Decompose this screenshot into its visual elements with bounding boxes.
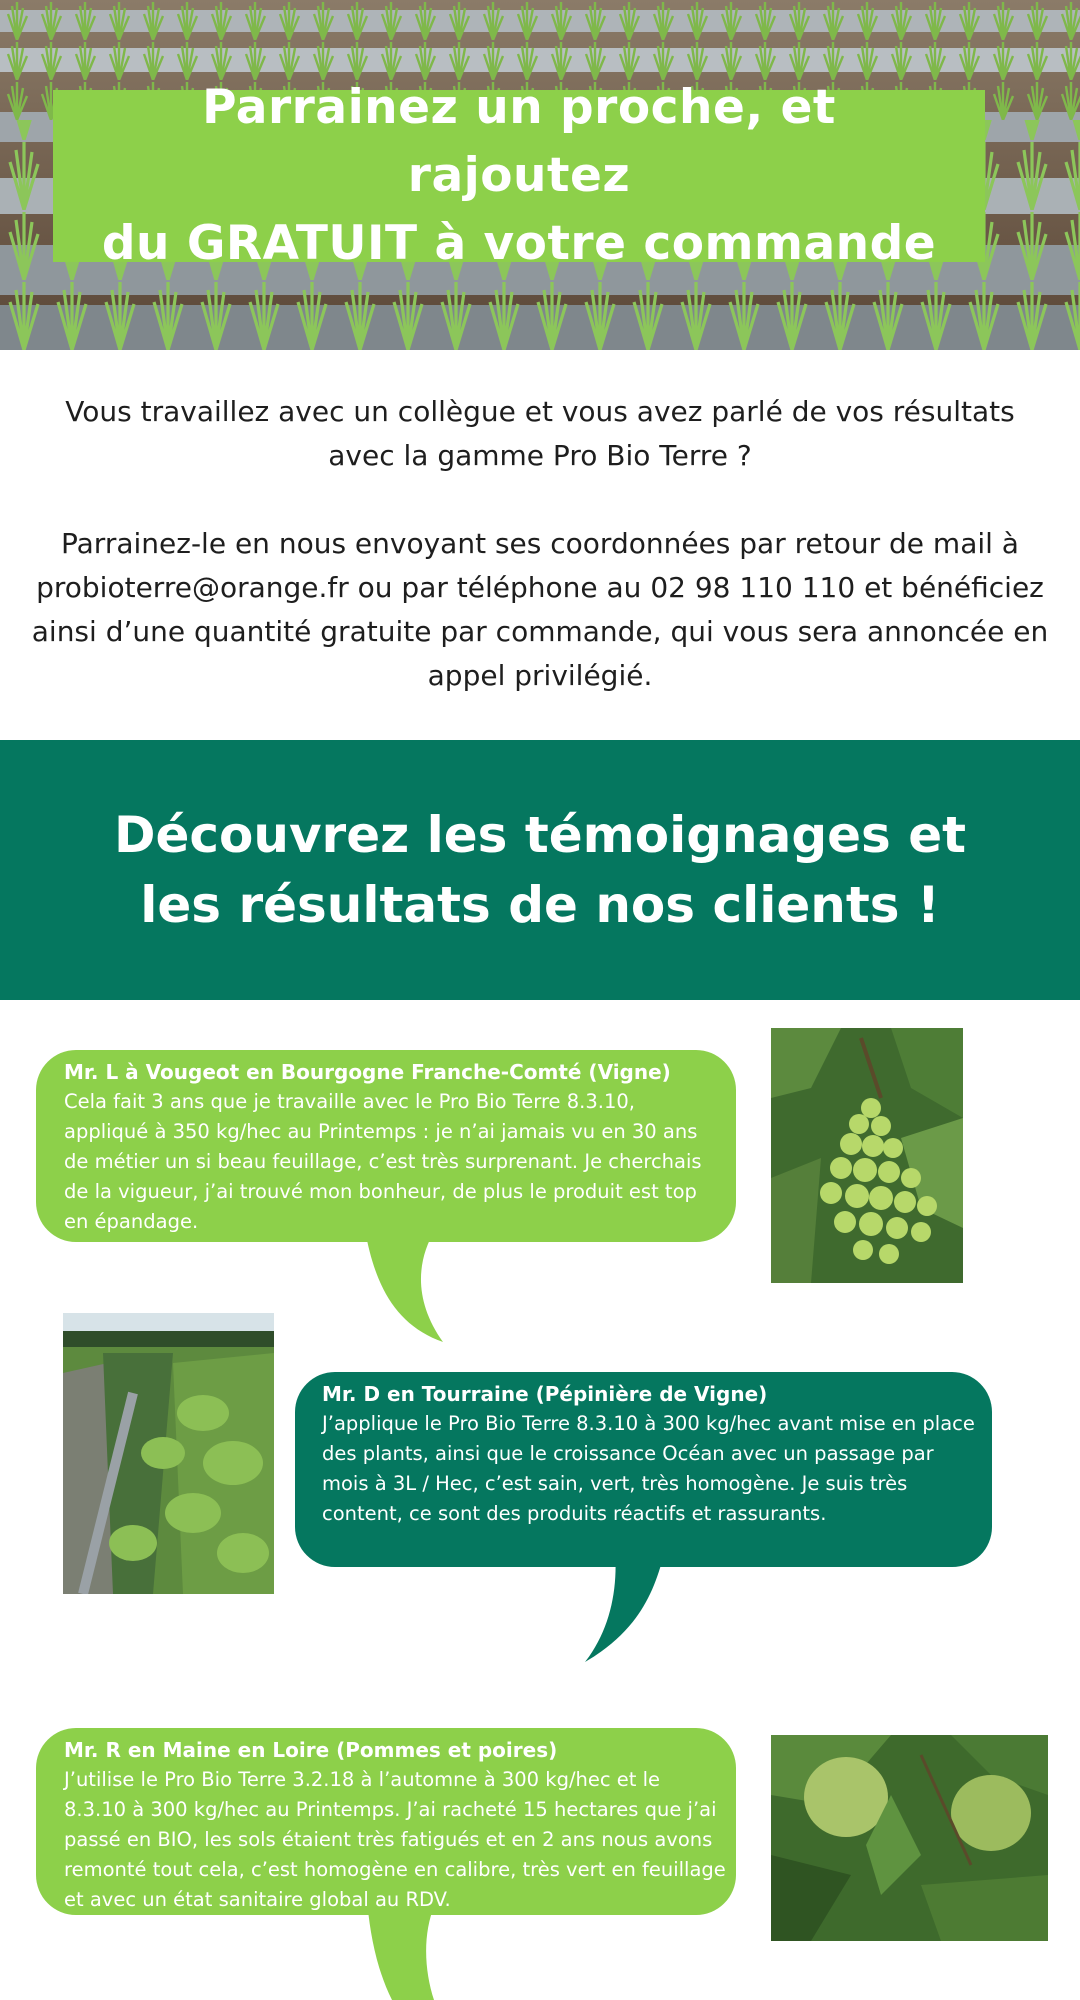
testimonials-title (114, 800, 966, 940)
hero-title-banner (53, 80, 985, 271)
testimonial-2-text: J’applique le Pro Bio Terre 8.3.10 à 300 kg/hec avant mise en place des plants, ainsi que le croissance Océan avec un passage par mois à 3L / Hec, c’est sain, vert, très homogène. Je suis très content, ce sont des produits réactifs et rassurants. (322, 1412, 975, 1525)
hero-title-line1: Parrainez un proche, et rajoutez (202, 80, 836, 203)
intro-section (30, 390, 1050, 698)
hero-title (83, 74, 955, 278)
testimonial-bubble-3 (36, 1728, 736, 1915)
testimonial-3-name: Mr. R en Maine en Loire (Pommes et poires) (64, 1738, 558, 1762)
testimonials-title-line1: Découvrez les témoignages et (113, 806, 967, 864)
bubble-tail-2 (580, 1550, 670, 1665)
testimonial-1-name: Mr. L à Vougeot en Bourgogne Franche-Comté (Vigne) (64, 1060, 671, 1084)
testimonials-title-line2: les résultats de nos clients ! (140, 876, 940, 934)
testimonial-2-name: Mr. D en Tourraine (Pépinière de Vigne) (322, 1382, 768, 1406)
testimonial-3-text: J’utilise le Pro Bio Terre 3.2.18 à l’automne à 300 kg/hec et le 8.3.10 à 300 kg/hec au Printemps. J’ai racheté 15 hectares que j’ai passé en BIO, les sols étaient très fatigués et en 2 ans nous avons remonté tout cela, c’est homogène en calibre, très vert en feuillage et avec un état sanitaire global au RDV. (64, 1768, 726, 1911)
bubble-tail-3 (362, 1900, 452, 2000)
intro-paragraph-sponsorship: Parrainez-le en nous envoyant ses coordonnées par retour de mail à probioterre@orange.fr ou par téléphone au 02 98 110 110 et bénéficiez ainsi d’une quantité gratuite par commande, qui vous sera annoncée en appel privilégié. (31, 527, 1049, 692)
testimonial-bubble-2 (295, 1372, 992, 1567)
bubble-tail-1 (355, 1230, 455, 1345)
hero-section (0, 0, 1080, 350)
testimonial-bubble-1 (36, 1050, 736, 1242)
apple-tree-photo (771, 1735, 1048, 1941)
hero-title-line2: du GRATUIT à votre commande (101, 216, 937, 271)
vine-nursery-photo (63, 1313, 274, 1594)
testimonials-header (0, 740, 1080, 1000)
grape-cluster-photo (771, 1028, 963, 1283)
intro-paragraph-question: Vous travaillez avec un collègue et vous avez parlé de vos résultats avec la gamme Pro Bio Terre ? (65, 395, 1015, 472)
testimonial-1-text: Cela fait 3 ans que je travaille avec le Pro Bio Terre 8.3.10, appliqué à 350 kg/hec au Printemps : je n’ai jamais vu en 30 ans de métier un si beau feuillage, c’est très surprenant. Je cherchais de la vigueur, j’ai trouvé mon bonheur, de plus le produit est top en épandage. (64, 1090, 702, 1233)
